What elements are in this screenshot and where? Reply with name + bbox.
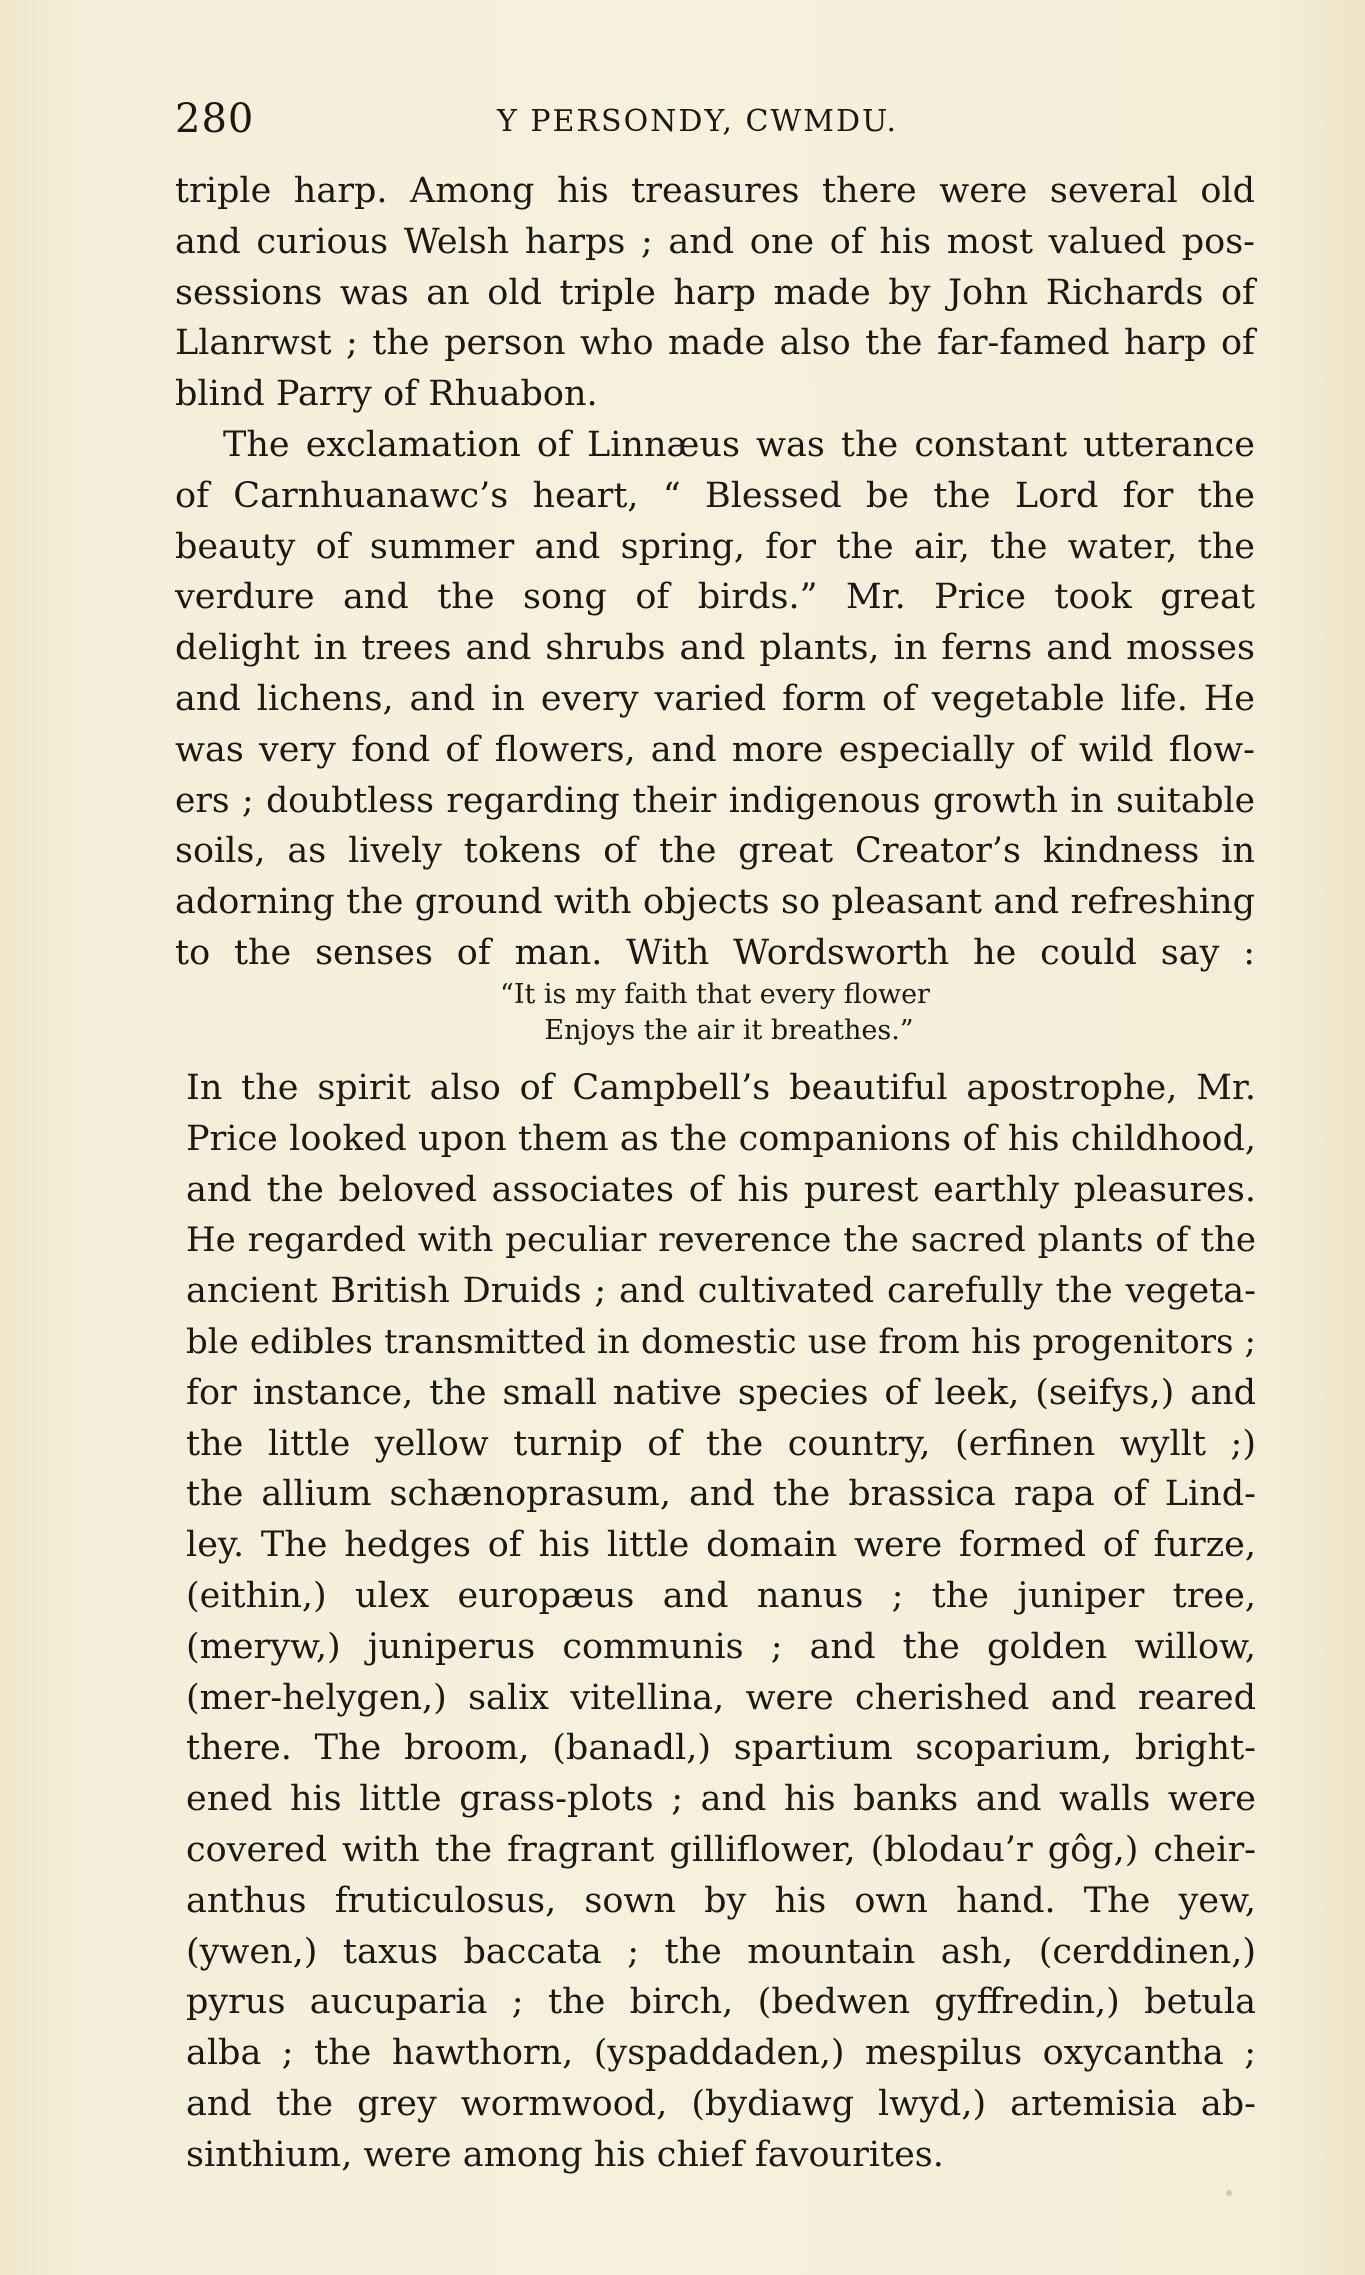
text-line: (mer-helygen,) salix vitellina, were cherished and reared: [186, 1677, 1256, 1718]
text-line: pyrus aucuparia ; the birch, (bedwen gyffredin,) betula: [186, 1982, 1256, 2023]
body-text-bottom: [186, 1063, 1256, 2181]
text-line: sessions was an old triple harp made by John Richards of: [175, 272, 1255, 313]
text-line: and the beloved associates of his purest earthly pleasures.: [186, 1169, 1256, 1210]
text-line: and the grey wormwood, (bydiawg lwyd,) artemisia ab-: [186, 2083, 1256, 2124]
text-line: for instance, the small native species of leek, (seifys,) and: [186, 1372, 1256, 1413]
text-line: triple harp. Among his treasures there were several old: [175, 171, 1255, 211]
text-line: of Carnhuanawc’s heart, “ Blessed be the Lord for the: [175, 475, 1255, 516]
text-line: Llanrwst ; the person who made also the far-famed harp of: [175, 323, 1255, 364]
text-line: covered with the fragrant gilliflower, (blodau’r gôg,) cheir-: [186, 1829, 1256, 1870]
text-line: beauty of summer and spring, for the air, the water, the: [175, 526, 1255, 567]
text-line: In the spirit also of Campbell’s beautiful apostrophe, Mr.: [186, 1068, 1256, 1108]
text-line: sinthium, were among his chief favourites.: [186, 2134, 944, 2175]
text-line: and lichens, and in every varied form of vegetable life. He: [175, 678, 1255, 719]
text-line: there. The broom, (banadl,) spartium scoparium, bright-: [186, 1728, 1256, 1769]
text-line: ers ; doubtless regarding their indigenous growth in suitable: [175, 780, 1255, 821]
text-line: soils, as lively tokens of the great Creator’s kindness in: [175, 831, 1255, 872]
body-text-top: [175, 166, 1255, 979]
text-line: delight in trees and shrubs and plants, in ferns and mosses: [175, 628, 1255, 669]
page-number: 280: [175, 96, 255, 142]
text-line: was very fond of flowers, and more especially of wild flow-: [175, 729, 1255, 770]
running-head: Y PERSONDY, CWMDU.: [497, 104, 899, 139]
text-line: to the senses of man. With Wordsworth he could say :: [175, 932, 1255, 973]
quote-line: “It is my faith that every flower: [500, 979, 930, 1010]
text-line: the little yellow turnip of the country, (erfinen wyllt ;): [186, 1423, 1256, 1464]
text-line: blind Parry of Rhuabon.: [175, 374, 598, 415]
paper-speck: [1226, 2190, 1232, 2196]
text-line: (ywen,) taxus baccata ; the mountain ash, (cerddinen,): [186, 1931, 1256, 1972]
text-line: ened his little grass-plots ; and his banks and walls were: [186, 1779, 1256, 1820]
text-line: Price looked upon them as the companions of his childhood,: [186, 1118, 1256, 1159]
text-line: The exclamation of Linnæus was the constant utterance: [223, 424, 1255, 465]
text-line: (eithin,) ulex europæus and nanus ; the juniper tree,: [186, 1575, 1256, 1616]
text-line: ancient British Druids ; and cultivated carefully the vegeta-: [186, 1271, 1256, 1312]
text-line: He regarded with peculiar reverence the sacred plants of the: [186, 1220, 1256, 1261]
text-line: alba ; the hawthorn, (yspaddaden,) mespilus oxycantha ;: [186, 2033, 1256, 2074]
text-line: adorning the ground with objects so pleasant and refreshing: [175, 882, 1255, 923]
text-line: anthus fruticulosus, sown by his own hand. The yew,: [186, 1880, 1256, 1921]
text-line: the allium schænoprasum, and the brassica rapa of Lind-: [186, 1474, 1256, 1515]
page-header: [175, 96, 1255, 148]
quote-line: Enjoys the air it breathes.”: [544, 1015, 914, 1046]
verse-quotation: [175, 977, 1255, 1049]
text-line: ley. The hedges of his little domain were formed of furze,: [186, 1525, 1256, 1566]
text-line: and curious Welsh harps ; and one of his most valued pos-: [175, 221, 1255, 262]
text-line: ble edibles transmitted in domestic use from his progenitors ;: [186, 1321, 1256, 1362]
text-line: (meryw,) juniperus communis ; and the golden willow,: [186, 1626, 1256, 1667]
text-line: verdure and the song of birds.” Mr. Price took great: [175, 577, 1255, 618]
